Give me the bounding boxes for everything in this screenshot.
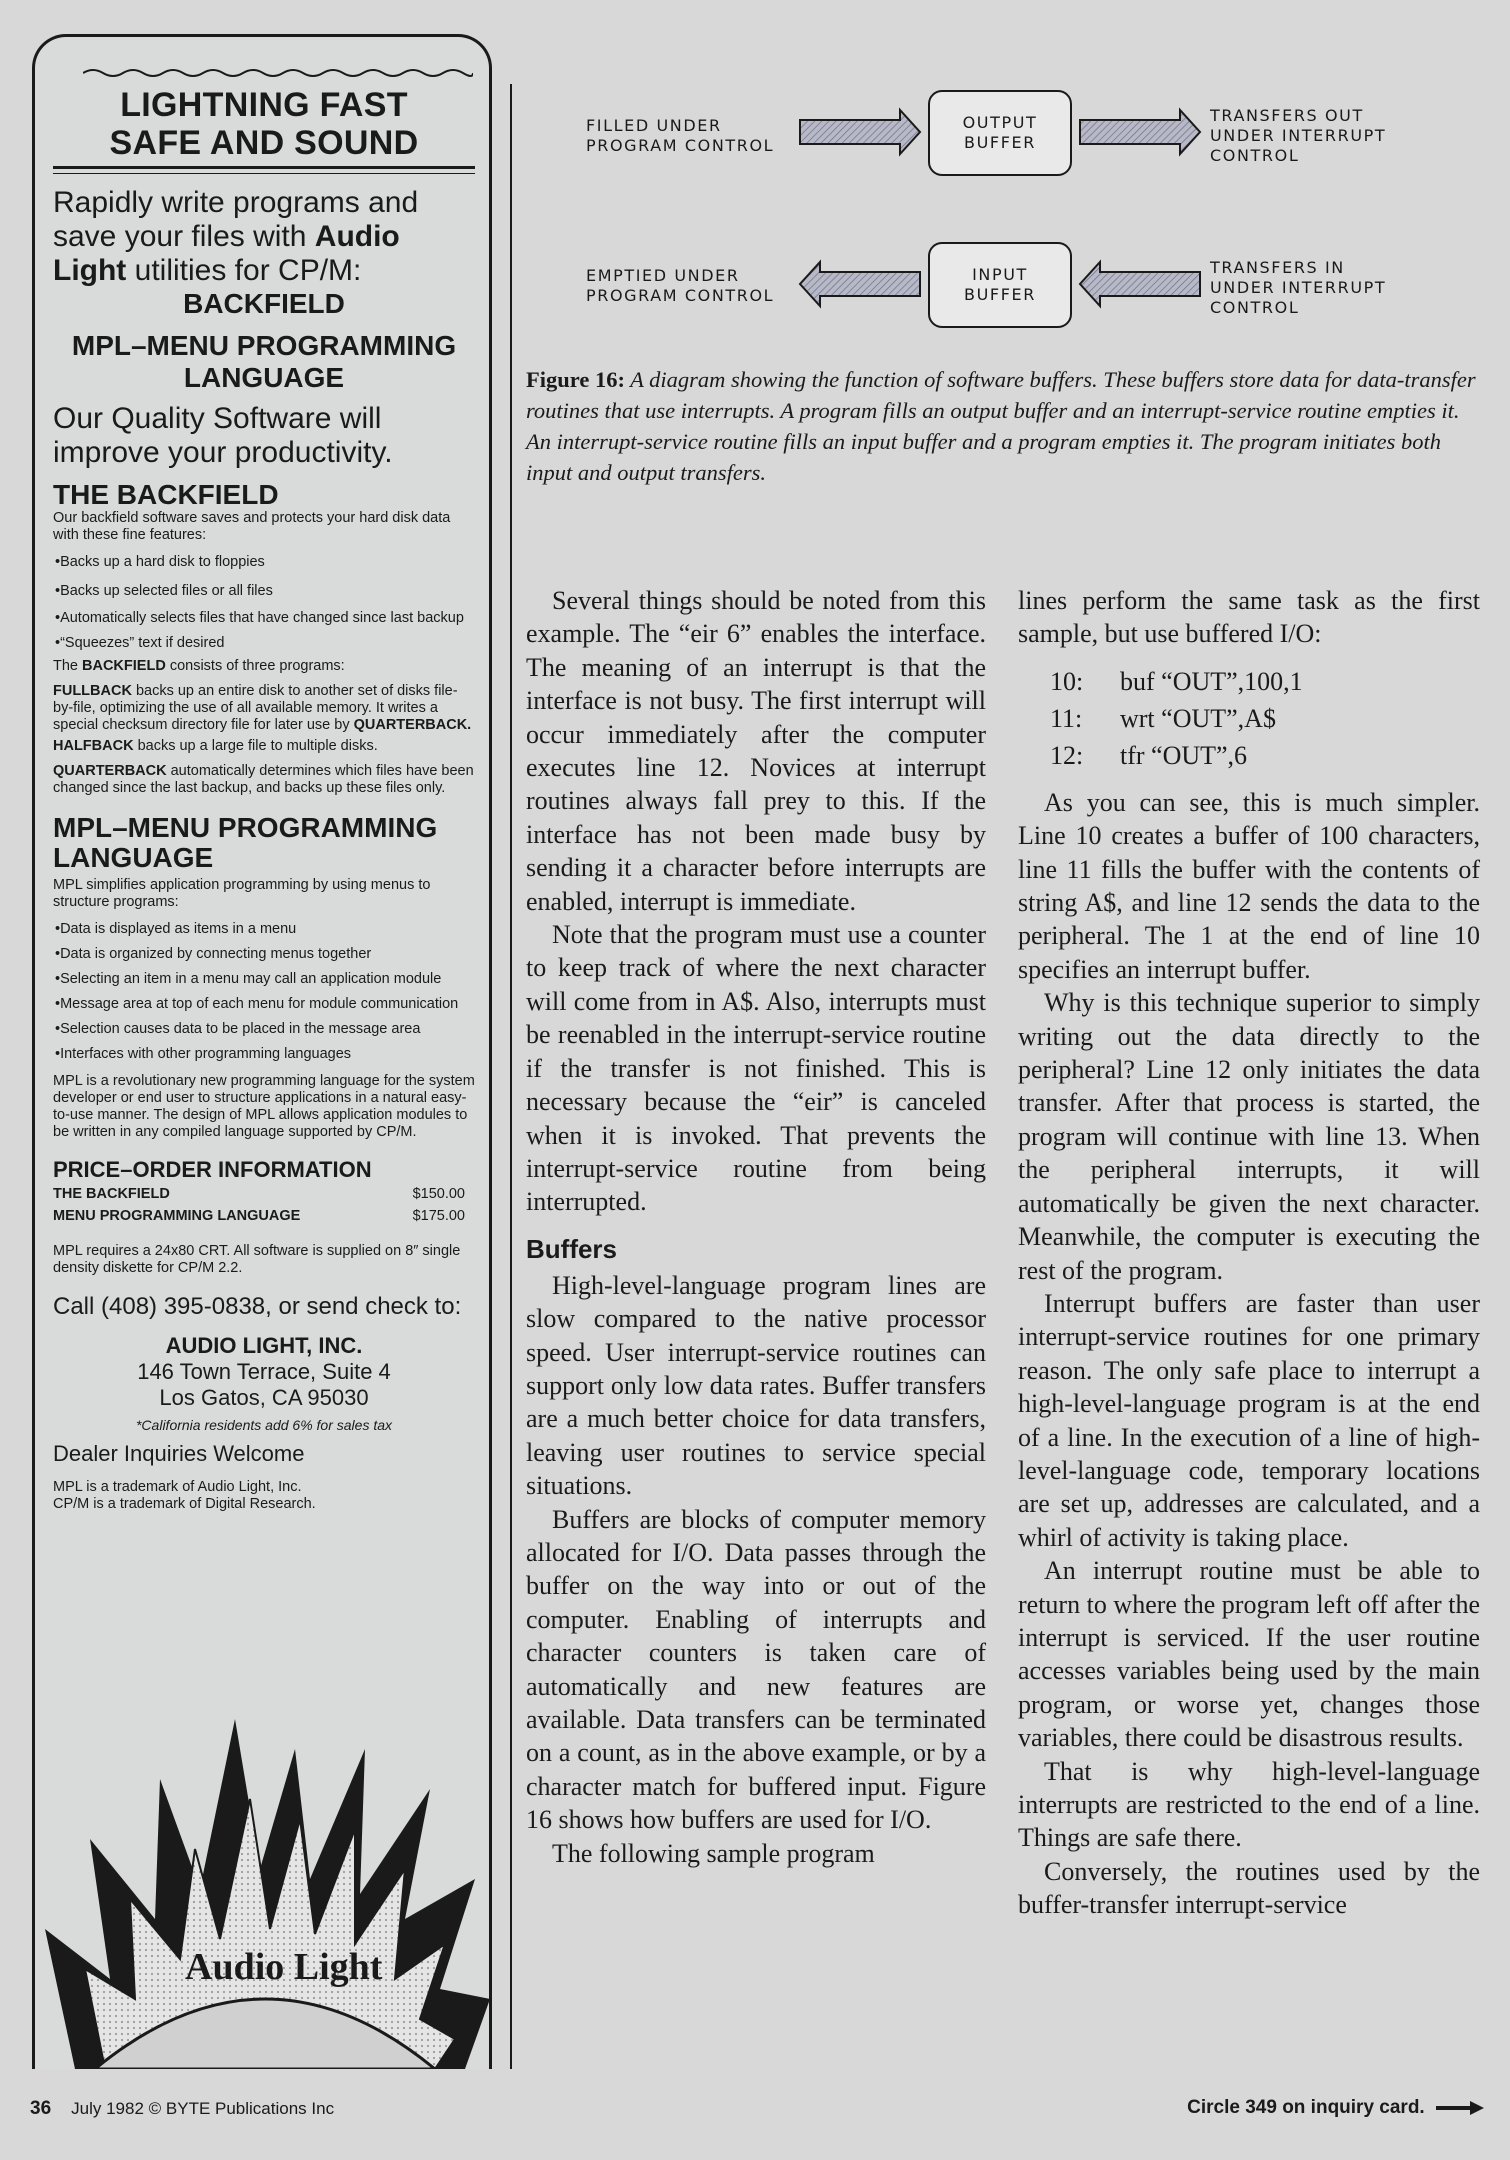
quality-statement: Our Quality Software will improve your productivity.: [53, 402, 393, 469]
list-item: •Message area at top of each menu for module communication: [55, 996, 459, 1012]
arrow-left-icon: [800, 262, 920, 306]
paragraph: Conversely, the routines used by the buffer-transfer interrupt-service: [1018, 1856, 1480, 1920]
paragraph: The following sample program: [552, 1838, 875, 1868]
logo-text: Audio Light: [185, 1946, 383, 1988]
list-item: •Backs up selected files or all files: [55, 583, 273, 599]
paragraph: That is why high-level-language interrupts are restricted to the end of a line. Things are safe there.: [1018, 1756, 1480, 1853]
list-item: •Automatically selects files that have changed since last backup: [55, 610, 464, 626]
list-item: •“Squeezes” text if desired: [55, 635, 225, 651]
paragraph: High-level-language program lines are slow compared to the native processor speed. User interrupt-service routines can support only low data rates. Buffer transfers are a much better choice for data transfers, leaving user routines to service special situations.: [526, 1270, 986, 1501]
sunburst-logo-icon: [35, 1599, 492, 2069]
product-backfield: BACKFIELD: [183, 288, 345, 319]
code-line: 11: wrt “OUT”,A$: [1050, 703, 1276, 733]
list-item: •Backs up a hard disk to floppies: [55, 554, 265, 570]
call-line: Call (408) 395-0838, or send check to:: [53, 1293, 462, 1320]
price-row: MENU PROGRAMMING LANGUAGE $175.00: [53, 1208, 465, 1224]
arrow-left-icon: [1080, 262, 1200, 306]
ad-headline: [53, 86, 475, 169]
tax-note: *California residents add 6% for sales tax: [135, 1417, 393, 1433]
backfield-desc: Our backfield software saves and protects your hard disk data with these fine features:: [53, 510, 451, 543]
article-column-1: [526, 584, 986, 1870]
mpl-title: MPL–MENU PROGRAMMING LANGUAGE: [53, 812, 438, 873]
paragraph: Buffers are blocks of computer memory allocated for I/O. Data passes through the buffer on the way into or out of the computer. Enabling of interrupts and character counters is taken care of automatically and new features are available. Data transfers can be terminated on a count, as in the above example, or by a character match for buffered input. Figure 16 shows how buffers are used for I/O.: [526, 1504, 986, 1835]
issue-info: July 1982 © BYTE Publications Inc: [71, 2099, 335, 2118]
label-transfers-in: TRANSFERS IN UNDER INTERRUPT CONTROL: [1210, 258, 1387, 317]
code-line: 12: tfr “OUT”,6: [1050, 740, 1248, 770]
section-heading: Buffers: [526, 1233, 618, 1264]
inquiry-note: Circle 349 on inquiry card.: [1187, 2097, 1484, 2119]
output-buffer-box: OUTPUT BUFFER: [928, 90, 1072, 176]
list-item: •Data is organized by connecting menus together: [55, 946, 372, 962]
figure-caption: Figure 16: A diagram showing the function of software buffers. These buffers store data for data-transfer routines that use interrupts. A program fills an output buffer and an interrupt-service routine empties it. An interrupt-service routine fills an input buffer and a program empties it. The program initiates both input and output transfers.: [526, 367, 1476, 485]
paragraph: Why is this technique superior to simply writing out the data directly to the peripheral? Line 12 only initiates the data transfer. After that process is started, the program will continue with line 13. When the peripheral interrupts, it will automatically be given the next character. Meanwhile, the computer is executing the rest of the program.: [1018, 988, 1480, 1285]
brand-name: Audio Light: [53, 220, 400, 287]
halfback-desc: HALFBACK backs up a large file to multiple disks.: [53, 738, 378, 754]
arrow-right-icon: [1080, 110, 1200, 154]
paragraph: lines perform the same task as the first sample, but use buffered I/O:: [1018, 586, 1480, 649]
label-filled-under: FILLED UNDER PROGRAM CONTROL: [586, 116, 775, 155]
backfield-consists: The BACKFIELD consists of three programs:: [53, 658, 345, 674]
headline-line-2: SAFE AND SOUND: [109, 124, 419, 162]
mpl-desc: MPL simplifies application programming by using menus to structure programs:: [53, 877, 431, 910]
paragraph: Interrupt buffers are faster than user interrupt-service routines for one primary reason. The only safe place to interrupt a high-level-language program is at the end of a line. In the execution of a line of high-level-language code, temporary locations are set up, addresses are calculated, and a whirl of activity is taking place.: [1018, 1288, 1480, 1552]
mpl-paragraph: MPL is a revolutionary new programming language for the system developer or end user to structure applications in a natural easy-to-use manner. The design of MPL allows application modules to be written in any compiled language supported by CP/M.: [53, 1073, 475, 1140]
address: AUDIO LIGHT, INC. 146 Town Terrace, Suite 4 Los Gatos, CA 95030: [53, 1333, 475, 1411]
wavy-rule: [83, 65, 473, 81]
code-listing: [1018, 665, 1480, 772]
arrow-right-icon: [800, 110, 920, 154]
headline-line-1: LIGHTNING FAST: [120, 86, 408, 124]
fullback-desc: FULLBACK backs up an entire disk to another set of disks file-by-file, optimizing the use of all available memory. It writes a special checksum directory file for later use by QUARTERBACK.: [53, 683, 472, 733]
paragraph: As you can see, this is much simpler. Line 10 creates a buffer of 100 characters, line 11 fills the buffer with the contents of string A$, and line 12 sends the data to the peripheral. The 1 at the end of line 10 specifies an interrupt buffer.: [1018, 787, 1480, 984]
advertisement: [32, 34, 492, 2069]
page-footer: [30, 2098, 334, 2120]
article-column-2: [1018, 584, 1480, 1922]
page-number: 36: [30, 2098, 52, 2119]
dealer-note: Dealer Inquiries Welcome: [53, 1441, 305, 1466]
input-buffer-box: INPUT BUFFER: [928, 242, 1072, 328]
list-item: •Selecting an item in a menu may call an application module: [55, 971, 442, 987]
requirements: MPL requires a 24x80 CRT. All software is supplied on 8″ single density diskette for CP/M 2.2.: [53, 1243, 461, 1276]
label-emptied-under: EMPTIED UNDER PROGRAM CONTROL: [586, 266, 775, 305]
backfield-title: THE BACKFIELD: [53, 479, 279, 510]
column-divider: [510, 84, 512, 2069]
trademarks: MPL is a trademark of Audio Light, Inc. CP/M is a trademark of Digital Research.: [53, 1479, 316, 1512]
list-item: •Data is displayed as items in a menu: [55, 921, 297, 937]
code-line: 10: buf “OUT”,100,1: [1050, 666, 1303, 696]
price-row: THE BACKFIELD $150.00: [53, 1186, 465, 1202]
figure-16-diagram: [530, 80, 1480, 380]
paragraph: Several things should be noted from this example. The “eir 6” enables the interface. The meaning of an interrupt is that the interface is not busy. The first interrupt will occur immediately after the computer executes line 12. Novices at interrupt routines always fall prey to this. If the interface has not been made busy by sending it a character before interrupts are enabled, interrupt is immediate.: [526, 586, 986, 916]
paragraph: Note that the program must use a counter to keep track of where the next character will come from in A$. Also, interrupts must be reenabled in the interrupt-service routine if the transfer is not finished. This is necessary because the “eir” is canceled when it is invoked. That prevents the interrupt-service routine from being interrupted.: [526, 920, 986, 1217]
ad-intro: Rapidly write programs and save your files with Audio Light utilities for CP/M:: [53, 186, 419, 287]
price-title: PRICE–ORDER INFORMATION: [53, 1157, 372, 1182]
product-mpl: MPL–MENU PROGRAMMING LANGUAGE: [71, 330, 457, 393]
list-item: •Selection causes data to be placed in the message area: [55, 1021, 421, 1037]
company-name: AUDIO LIGHT, INC.: [165, 1333, 363, 1358]
list-item: •Interfaces with other programming languages: [55, 1046, 352, 1062]
quarterback-desc: QUARTERBACK automatically determines which files have been changed since the last backup, and backs up these files only.: [53, 763, 474, 796]
arrow-right-icon: [1436, 2100, 1484, 2116]
label-transfers-out: TRANSFERS OUT UNDER INTERRUPT CONTROL: [1210, 106, 1387, 165]
paragraph: An interrupt routine must be able to return to where the program left off after the interrupt is serviced. If the user routine accesses variables being used by the main program, or worse yet, changes those variables, there could be disastrous results.: [1018, 1556, 1480, 1753]
headline-rule: [53, 169, 475, 174]
